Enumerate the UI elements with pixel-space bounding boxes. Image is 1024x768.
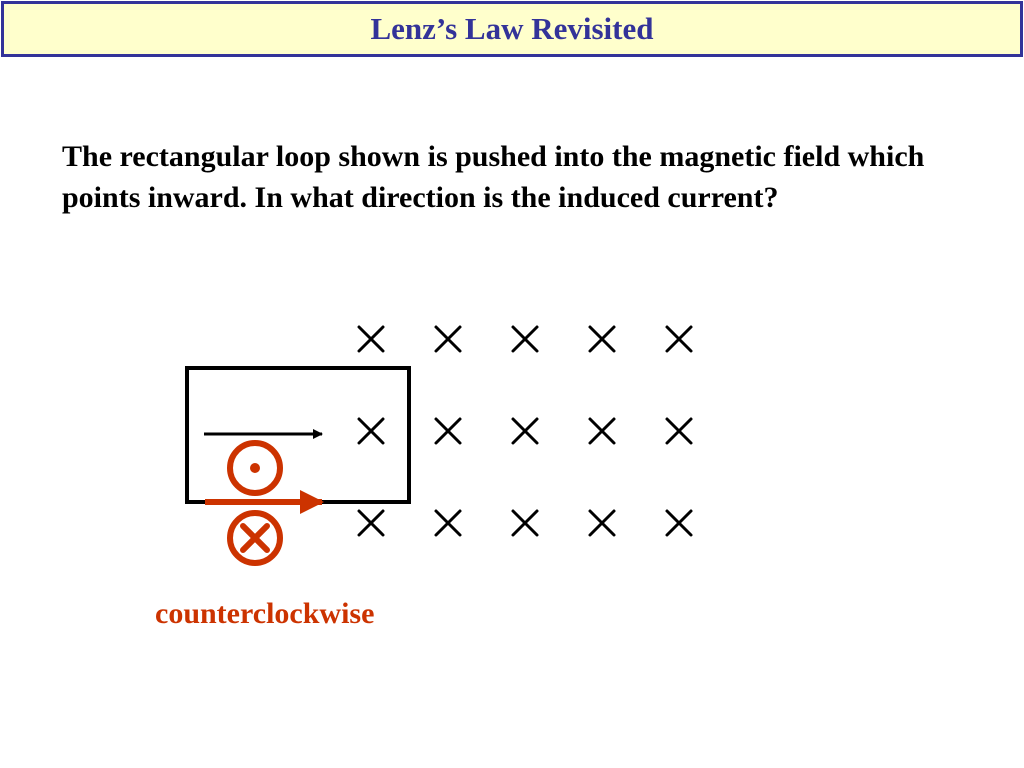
slide-title: Lenz’s Law Revisited (370, 11, 654, 46)
x-mark-icon (359, 419, 383, 443)
question-text: The rectangular loop shown is pushed into the magnetic field which points inward. In what direction is the induced current? (62, 140, 925, 214)
x-mark-icon (667, 327, 691, 351)
circle-dot-icon (230, 443, 280, 493)
circle-x-icon (230, 513, 280, 563)
x-mark-icon (436, 419, 460, 443)
x-mark-icon (436, 511, 460, 535)
x-mark-icon (667, 419, 691, 443)
x-mark-icon (513, 419, 537, 443)
x-mark-icon (590, 419, 614, 443)
x-mark-icon (513, 327, 537, 351)
x-mark-icon (590, 327, 614, 351)
x-mark-icon (359, 327, 383, 351)
x-mark-icon (359, 511, 383, 535)
x-mark-icon (436, 327, 460, 351)
x-mark-icon (513, 511, 537, 535)
x-mark-icon (590, 511, 614, 535)
answer-text: counterclockwise (155, 597, 375, 630)
x-mark-icon (667, 511, 691, 535)
